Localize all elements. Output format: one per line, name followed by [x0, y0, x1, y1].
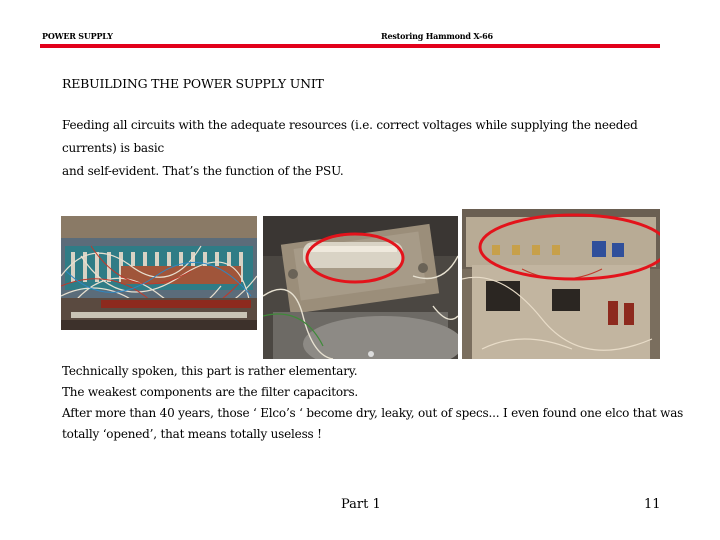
body-line-3: After more than 40 years, those ‘ Elco’s ‘ become dry, leaky, out of specs... I even found one elco that was [62, 406, 684, 420]
photo-psu-chassis [462, 209, 660, 359]
intro-paragraph [62, 114, 662, 183]
photo-circuit-wiring [61, 216, 257, 330]
header-divider [40, 44, 660, 48]
page-title: REBUILDING THE POWER SUPPLY UNIT [62, 76, 324, 91]
intro-line-1: Feeding all circuits with the adequate resources (i.e. correct voltages while supplying the needed currents) is basic [62, 118, 638, 155]
page-number: 11 [644, 497, 661, 512]
header-section-label: POWER SUPPLY [42, 31, 113, 41]
body-line-4: totally ‘opened’, that means totally useless ! [62, 427, 322, 441]
body-line-2: The weakest components are the filter capacitors. [62, 385, 359, 399]
body-line-1: Technically spoken, this part is rather elementary. [62, 364, 358, 378]
header-document-title: Restoring Hammond X-66 [381, 31, 493, 41]
photo-filter-capacitor [263, 216, 458, 359]
intro-line-2: and self-evident. That’s the function of the PSU. [62, 164, 344, 178]
footer-part-label: Part 1 [341, 497, 381, 512]
body-paragraph [62, 361, 684, 445]
